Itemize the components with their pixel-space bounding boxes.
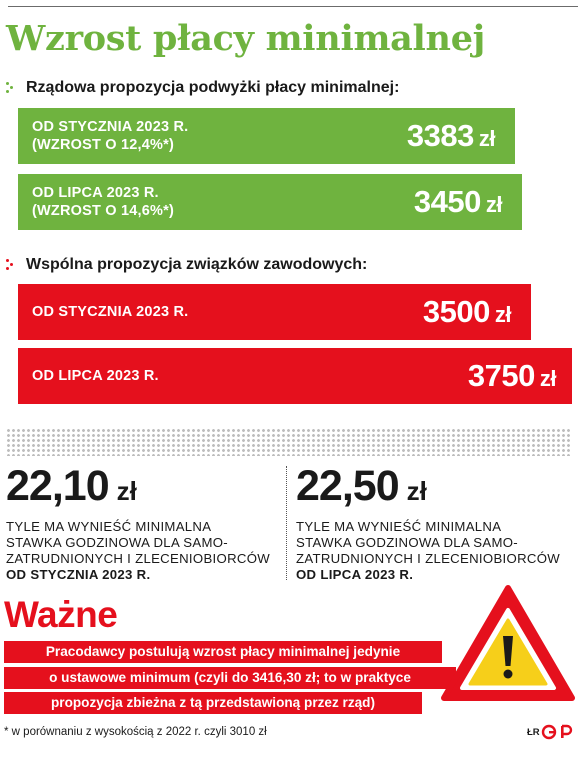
gov-bar-july-value — [414, 184, 502, 220]
union-bar-january-amount: 3500 — [422, 294, 490, 329]
top-rule — [8, 6, 578, 7]
hourly-january-unit: zł — [116, 476, 137, 506]
union-bar-july-value — [468, 358, 556, 394]
gov-bar-january-amount: 3383 — [406, 118, 474, 153]
union-bar-january — [18, 284, 531, 340]
important-line-1: Pracodawcy postulują wzrost płacy minimalnej jedynie — [4, 641, 442, 663]
gov-bar-january-unit: zł — [478, 126, 495, 151]
hourly-january-line-2: STAWKA GODZINOWA DLA SAMO- — [6, 535, 228, 550]
warning-triangle-icon — [440, 584, 576, 704]
union-bar-july-unit: zł — [539, 366, 556, 391]
hourly-july-unit: zł — [406, 476, 427, 506]
government-heading — [6, 79, 399, 97]
union-bar-july — [18, 348, 572, 404]
unions-heading — [6, 256, 367, 274]
union-bar-january-unit: zł — [494, 302, 511, 327]
hourly-january-date: OD STYCZNIA 2023 R. — [6, 567, 151, 582]
hourly-july-date: OD LIPCA 2023 R. — [296, 567, 414, 582]
hourly-july-line-3: ZATRUDNIONYCH I ZLECENIOBIORCÓW — [296, 551, 561, 566]
column-divider — [286, 466, 287, 580]
footnote: * w porównaniu z wysokością z 2022 r. czyli 3010 zł — [4, 726, 267, 738]
hourly-july-line-2: STAWKA GODZINOWA DLA SAMO- — [296, 535, 518, 550]
unions-heading-text: Wspólna propozycja związków zawodowych: — [26, 256, 368, 273]
gov-bar-july-amount: 3450 — [413, 184, 481, 219]
gov-bar-july-label: OD LIPCA 2023 R. (WZROST O 14,6%*) — [32, 185, 174, 219]
gov-bar-january-label: OD STYCZNIA 2023 R. (WZROST O 12,4%*) — [32, 119, 189, 153]
gov-bar-january-value — [407, 118, 495, 154]
hourly-january-description — [6, 519, 270, 583]
important-heading: Ważne — [4, 594, 118, 635]
gov-bar-july-unit: zł — [485, 192, 502, 217]
gov-bar-july — [18, 174, 522, 230]
union-bar-july-amount: 3750 — [467, 358, 535, 393]
important-line-3: propozycja zbieżna z tą przedstawioną przez rząd) — [4, 692, 422, 714]
hourly-january-line-3: ZATRUDNIONYCH I ZLECENIOBIORCÓW — [6, 551, 271, 566]
bullet-dots-icon — [6, 259, 18, 271]
gov-bar-january — [18, 108, 515, 164]
bullet-dots-icon — [6, 82, 18, 94]
hourly-july-amount — [296, 462, 427, 511]
hourly-july-description — [296, 519, 560, 583]
author-credit: ŁR — [527, 727, 540, 738]
important-line-2: o ustawowe minimum (czyli do 3416,30 zł; to w praktyce — [4, 667, 456, 689]
hourly-july-line-1: TYLE MA WYNIEŚĆ MINIMALNA — [296, 519, 502, 534]
page-title: Wzrost płacy minimalnej — [6, 18, 486, 59]
hourly-january-amount — [6, 462, 137, 511]
hourly-january-line-1: TYLE MA WYNIEŚĆ MINIMALNA — [6, 519, 212, 534]
government-heading-text: Rządowa propozycja podwyżki płacy minimalnej: — [26, 79, 400, 96]
union-bar-january-value — [423, 294, 511, 330]
hourly-january-number: 22,10 — [6, 462, 109, 510]
hourly-july-number: 22,50 — [296, 462, 399, 510]
union-bar-july-label: OD LIPCA 2023 R. — [32, 368, 159, 384]
dotted-separator — [6, 428, 572, 456]
union-bar-january-label: OD STYCZNIA 2023 R. — [32, 304, 189, 320]
gp-logo-icon — [541, 724, 575, 740]
